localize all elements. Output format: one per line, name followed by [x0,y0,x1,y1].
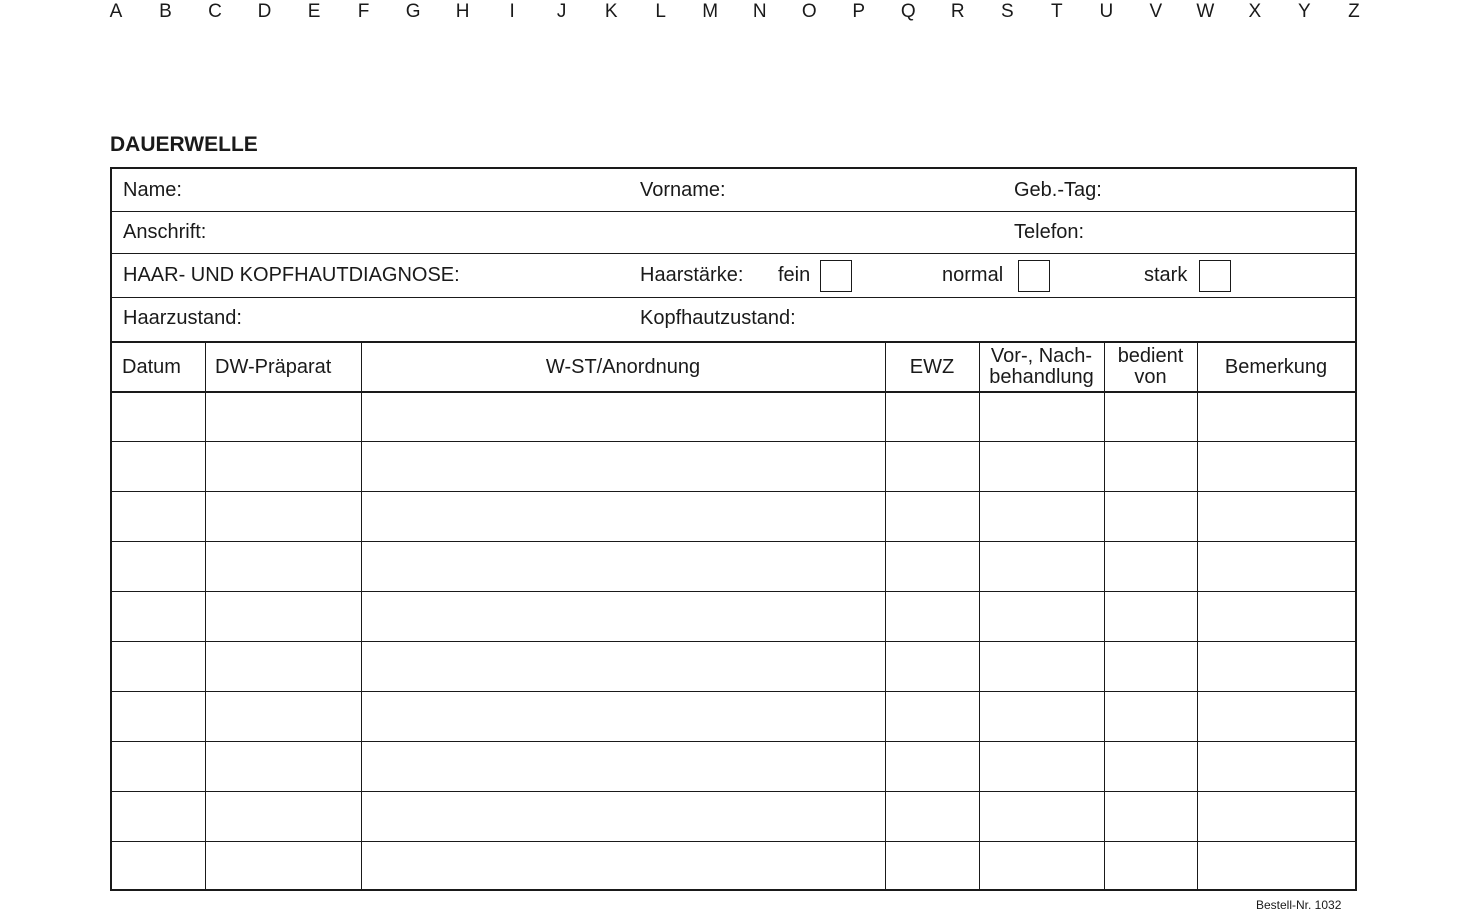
table-row-divider [112,841,1355,842]
row-zustand [112,298,1355,341]
column-header-line: Datum [122,355,181,378]
fein-label: fein [778,264,811,286]
fein-checkbox[interactable] [820,260,852,292]
column-divider [1104,341,1105,889]
stark-label: stark [1144,264,1188,286]
alphabet-letter: K [604,1,618,22]
alphabet-letter: S [1000,1,1014,22]
stark-checkbox[interactable] [1199,260,1231,292]
table-row-divider [112,691,1355,692]
column-divider [1197,341,1198,889]
alphabet-letter: B [159,1,172,22]
alphabet-letter: X [1248,1,1262,22]
kopfhautzustand-label: Kopfhautzustand: [640,307,796,329]
perm-record-form [110,167,1357,891]
column-header-line: Vor-, Nach- [990,345,1093,367]
alphabet-letter: O [801,1,817,22]
alphabet-letter: H [455,1,470,22]
table-row-divider [112,441,1355,442]
alphabet-letter: J [556,1,567,22]
alphabet-letter: C [208,1,222,22]
geb-tag-label: Geb.-Tag: [1014,179,1102,201]
column-header [885,343,979,391]
table-row-divider [112,491,1355,492]
alphabet-letter: T [1050,1,1063,22]
alphabet-letter: U [1099,1,1114,22]
table-row-divider [112,591,1355,592]
alphabet-letter: Y [1298,1,1311,22]
column-header-line: behandlung [989,366,1094,388]
alphabet-letter: R [950,1,965,22]
column-header [1104,343,1197,391]
vorname-label: Vorname: [640,179,726,201]
haarzustand-label: Haarzustand: [123,307,242,329]
column-header-line: bedient [1117,345,1184,367]
alphabet-letter: E [307,1,321,22]
alphabet-letter: W [1196,1,1215,22]
alphabet-letter: M [702,1,719,22]
anschrift-label: Anschrift: [123,221,207,243]
diagnose-label: HAAR- UND KOPFHAUTDIAGNOSE: [123,264,460,286]
alphabet-letter: G [405,1,421,22]
alphabet-letter: F [357,1,370,22]
column-header [112,343,205,391]
column-header [1197,343,1355,391]
alphabet-letter: V [1149,1,1163,22]
alphabet-letter: N [752,1,767,22]
column-header-line: EWZ [909,355,955,378]
normal-checkbox[interactable] [1018,260,1050,292]
form-title: DAUERWELLE [110,133,258,156]
table-row-divider [112,541,1355,542]
alphabet-letter: D [257,1,272,22]
table-row-divider [112,741,1355,742]
alphabet-letter: Q [900,1,916,22]
table-row-divider [112,791,1355,792]
column-header-line: Bemerkung [1224,355,1328,378]
column-header [205,343,361,391]
column-divider [205,341,206,889]
row-diagnose [112,254,1355,298]
column-header [361,343,885,391]
column-header-line: DW-Präparat [215,355,332,378]
row-anschrift [112,211,1355,254]
haarstaerke-label: Haarstärke: [640,264,744,286]
column-header-line: W-ST/Anordnung [545,355,701,378]
column-divider [361,341,362,889]
alphabet-letter: L [655,1,666,22]
alphabet-letter: I [509,1,515,22]
normal-label: normal [942,264,1004,286]
column-divider [885,341,886,889]
alphabet-letter: P [852,1,866,22]
name-label: Name: [123,179,182,201]
order-number: Bestell-Nr. 1032 [1256,898,1342,912]
column-header [979,343,1104,391]
table-row-divider [112,641,1355,642]
column-header-line: von [1134,366,1167,388]
table-header [112,341,1355,393]
alphabet-index [104,0,1366,26]
column-divider [979,341,980,889]
alphabet-letter: A [109,1,123,22]
row-name [112,169,1355,212]
alphabet-letter: Z [1348,1,1360,22]
telefon-label: Telefon: [1014,221,1085,243]
